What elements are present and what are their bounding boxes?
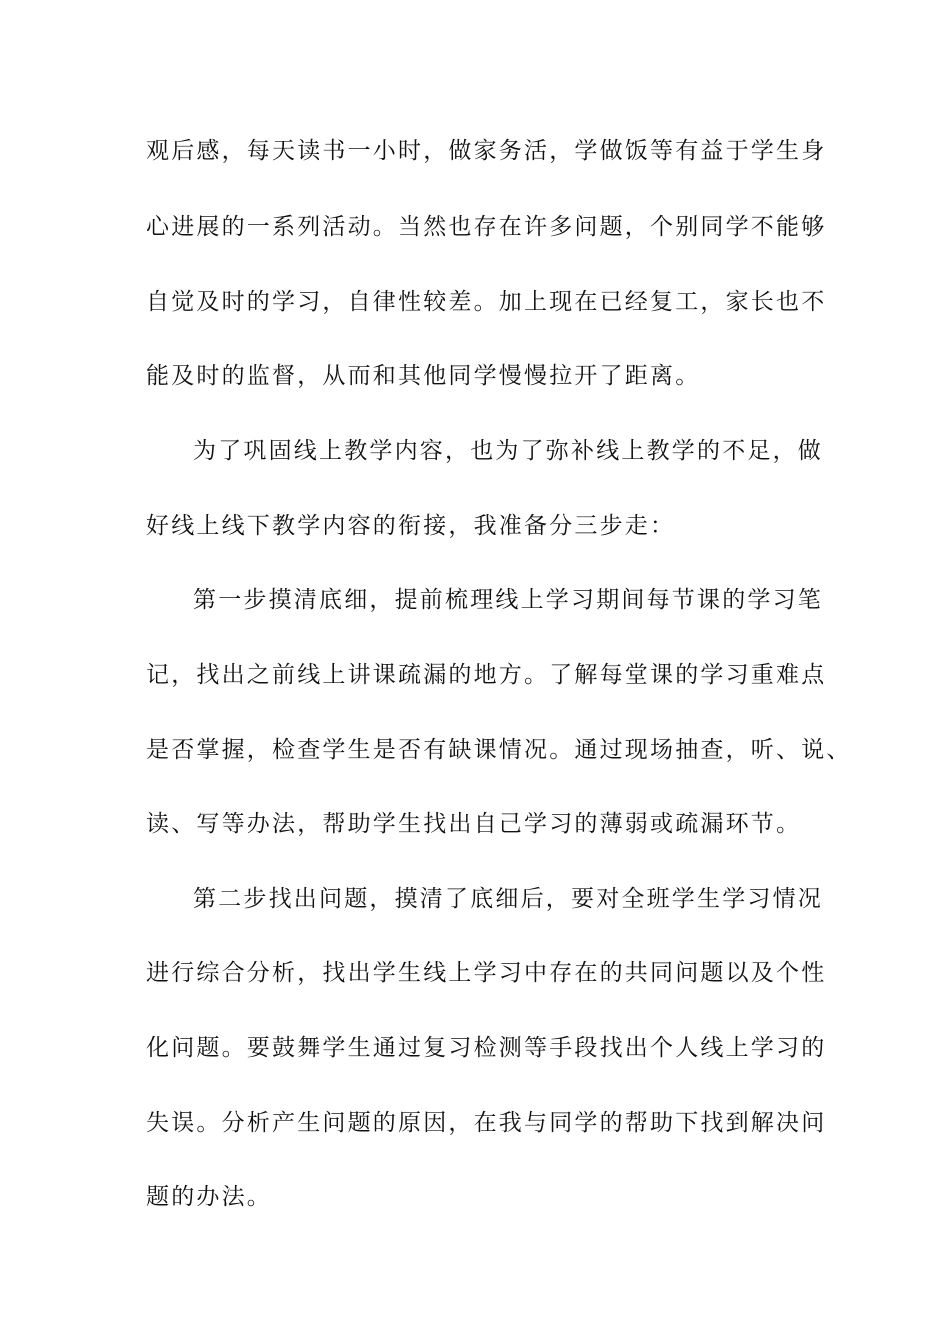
text-line: 读、写等办法，帮助学生找出自己学习的薄弱或疏漏环节。 <box>146 811 802 837</box>
text-line: 题的办法。 <box>146 1184 272 1210</box>
text-line: 失误。分析产生问题的原因，在我与同学的帮助下找到解决问 <box>146 1110 827 1136</box>
paragraph-first-line: 第一步摸清底细，提前梳理线上学习期间每节课的学习笔 <box>193 587 823 613</box>
text-line: 化问题。要鼓舞学生通过复习检测等手段找出个人线上学习的 <box>146 1035 827 1061</box>
text-line: 好线上线下教学内容的衔接，我准备分三步走： <box>146 513 676 539</box>
text-line: 进行综合分析，找出学生线上学习中存在的共同问题以及个性 <box>146 960 827 986</box>
text-line: 心进展的一系列活动。当然也存在许多问题，个别同学不能够 <box>146 214 827 240</box>
paragraph-first-line: 为了巩固线上教学内容，也为了弥补线上教学的不足，做 <box>193 438 823 464</box>
text-line: 能及时的监督，从而和其他同学慢慢拉开了距离。 <box>146 363 701 389</box>
paragraph-first-line: 第二步找出问题，摸清了底细后，要对全班学生学习情况 <box>193 886 823 912</box>
text-line: 记，找出之前线上讲课疏漏的地方。了解每堂课的学习重难点 <box>146 662 827 688</box>
text-line: 自觉及时的学习，自律性较差。加上现在已经复工，家长也不 <box>146 289 827 315</box>
text-line: 观后感，每天读书一小时，做家务活，学做饭等有益于学生身 <box>146 138 827 164</box>
text-line: 是否掌握，检查学生是否有缺课情况。通过现场抽查，听、说、 <box>146 737 852 763</box>
